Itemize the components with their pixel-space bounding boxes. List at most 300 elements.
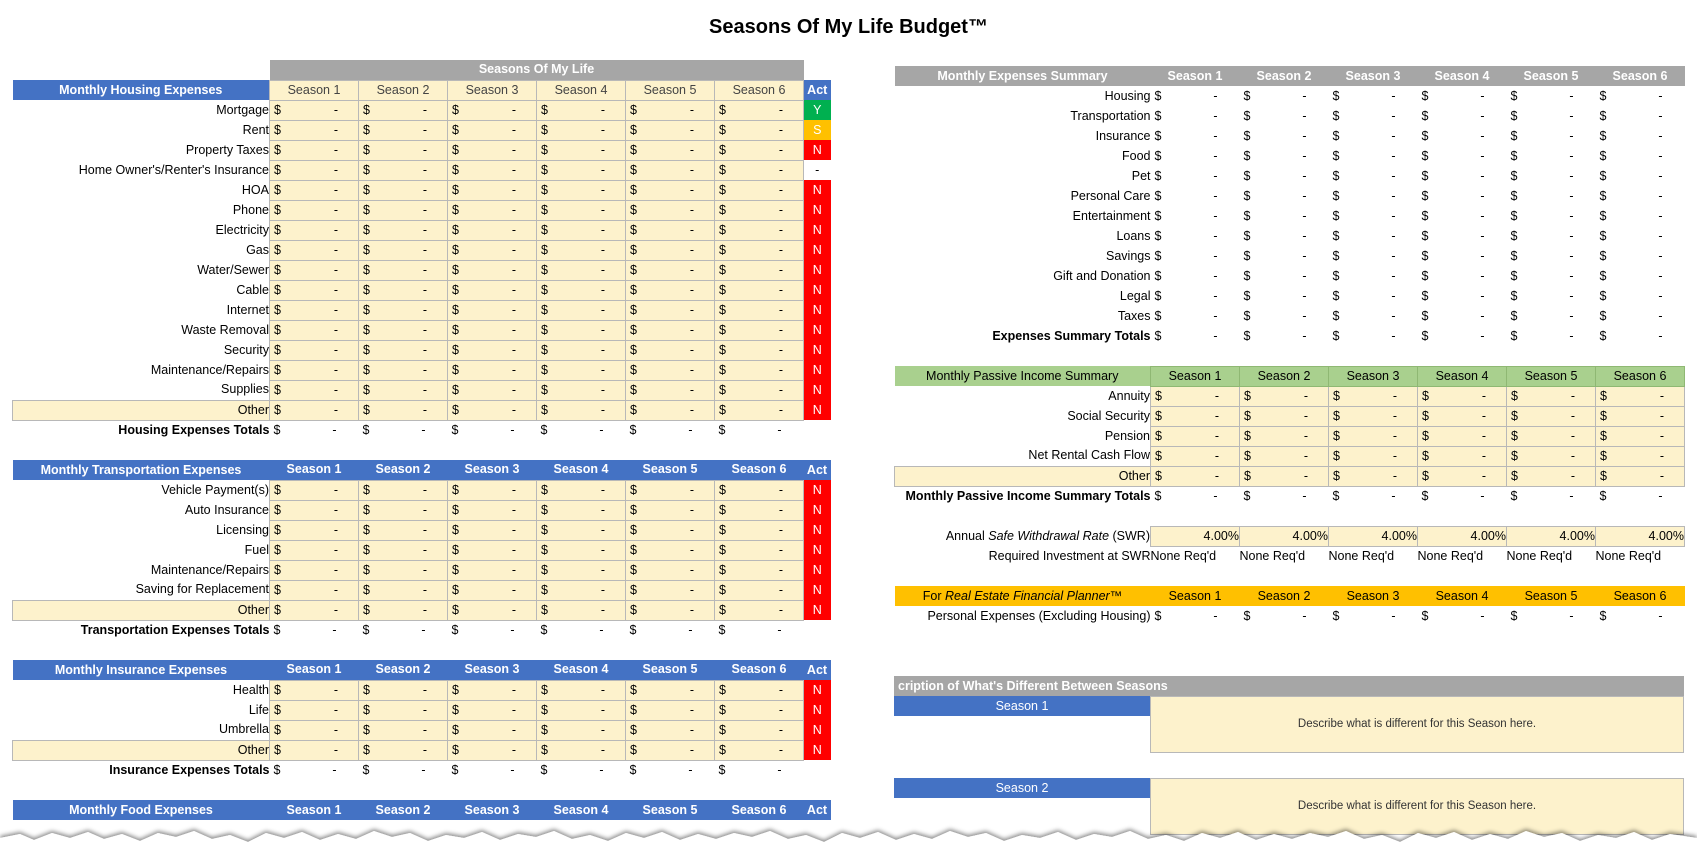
housing-waste-removal-season-3-input[interactable] — [448, 320, 537, 340]
housing-water-sewer-season-4-input[interactable] — [537, 260, 626, 280]
housing-cable-season-4-input[interactable] — [537, 280, 626, 300]
transportation-fuel-season-3-input[interactable] — [448, 540, 537, 560]
currency-symbol: $ — [719, 162, 726, 177]
amount: - — [1213, 208, 1218, 223]
row-label-maintenance-repairs: Maintenance/Repairs — [150, 562, 269, 577]
currency-symbol: $ — [1332, 128, 1340, 143]
transportation-licensing-season-6-input[interactable] — [715, 520, 804, 540]
amount: - — [511, 722, 516, 737]
act-flag[interactable]: N — [804, 260, 831, 280]
insurance-season-header-2: Season 2 — [359, 660, 448, 680]
amount: - — [1303, 448, 1308, 463]
transportation-licensing-season-2-input[interactable] — [359, 520, 448, 540]
housing-phone-season-3-input[interactable] — [448, 200, 537, 220]
housing-other-season-5-input[interactable] — [626, 400, 715, 420]
swr-season-2-input[interactable]: 4.00% — [1240, 526, 1329, 546]
housing-phone-season-6-input[interactable] — [715, 200, 804, 220]
housing-home-owner-s-renter-s-insurance-season-6-input[interactable] — [715, 160, 804, 180]
transportation-maintenance-repairs-season-4-input[interactable] — [537, 560, 626, 580]
currency-symbol: $ — [541, 402, 548, 417]
insurance-other-season-6-input[interactable] — [715, 740, 804, 760]
housing-waste-removal-season-6-input[interactable] — [715, 320, 804, 340]
currency-symbol: $ — [541, 242, 548, 257]
housing-maintenance-repairs-season-1-input[interactable] — [270, 360, 359, 380]
housing-supplies-season-5-input[interactable] — [626, 380, 715, 400]
amount: - — [333, 722, 338, 737]
housing-security-season-3-input[interactable] — [448, 340, 537, 360]
amount: - — [333, 582, 338, 597]
transportation-other-season-3-input[interactable] — [448, 600, 537, 620]
refp-season-header-1: Season 1 — [1151, 586, 1240, 606]
insurance-health-season-1-input[interactable] — [270, 680, 359, 700]
row-label-rent: Rent — [242, 122, 269, 137]
amount: - — [689, 382, 694, 397]
amount: - — [1302, 608, 1307, 623]
passive-annuity-season-5-input[interactable] — [1507, 386, 1596, 406]
row-label-other[interactable]: Other — [13, 600, 270, 620]
refp-season-header-5: Season 5 — [1507, 586, 1596, 606]
act-flag[interactable]: N — [804, 740, 831, 760]
passive-other-season-5-input[interactable] — [1507, 466, 1596, 486]
passive-annuity-season-1-input[interactable] — [1151, 386, 1240, 406]
row-label-fuel: Fuel — [244, 542, 269, 557]
insurance-health-season-5-input[interactable] — [626, 680, 715, 700]
housing-water-sewer-season-1-input[interactable] — [270, 260, 359, 280]
housing-gas-season-4-input[interactable] — [537, 240, 626, 260]
passive-annuity-season-2-input[interactable] — [1240, 386, 1329, 406]
insurance-health-season-6-input[interactable] — [715, 680, 804, 700]
insurance-umbrella-season-2-input[interactable] — [359, 720, 448, 740]
act-flag[interactable]: N — [804, 560, 831, 580]
transportation-fuel-season-2-input[interactable] — [359, 540, 448, 560]
housing-security-season-5-input[interactable] — [626, 340, 715, 360]
housing-maintenance-repairs-season-2-input[interactable] — [359, 360, 448, 380]
currency-symbol: $ — [1243, 268, 1251, 283]
housing-internet-season-6-input[interactable] — [715, 300, 804, 320]
housing-internet-season-5-input[interactable] — [626, 300, 715, 320]
transportation-maintenance-repairs-season-3-input[interactable] — [448, 560, 537, 580]
act-flag[interactable]: N — [804, 520, 831, 540]
housing-cable-season-2-input[interactable] — [359, 280, 448, 300]
row-label-supplies: Supplies — [221, 382, 269, 397]
amount: - — [1213, 328, 1218, 343]
insurance-life-season-4-input[interactable] — [537, 700, 626, 720]
transportation-saving-for-replacement-season-1-input[interactable] — [270, 580, 359, 600]
housing-waste-removal-season-2-input[interactable] — [359, 320, 448, 340]
housing-supplies-season-6-input[interactable] — [715, 380, 804, 400]
transportation-other-season-2-input[interactable] — [359, 600, 448, 620]
housing-gas-season-6-input[interactable] — [715, 240, 804, 260]
currency-symbol: $ — [719, 122, 726, 137]
housing-maintenance-repairs-season-5-input[interactable] — [626, 360, 715, 380]
act-flag[interactable]: N — [804, 140, 831, 160]
housing-home-owner-s-renter-s-insurance-season-1-input[interactable] — [270, 160, 359, 180]
transportation-vehicle-payment-s-season-1-input[interactable] — [270, 480, 359, 500]
amount: - — [600, 262, 605, 277]
transportation-auto-insurance-season-1-input[interactable] — [270, 500, 359, 520]
row-label-hoa: HOA — [241, 182, 269, 197]
housing-home-owner-s-renter-s-insurance-season-5-input[interactable] — [626, 160, 715, 180]
swr-season-5-input[interactable]: 4.00% — [1507, 526, 1596, 546]
passive-net-rental-cash-flow-season-5-input[interactable] — [1507, 446, 1596, 466]
transportation-saving-for-replacement-season-3-input[interactable] — [448, 580, 537, 600]
housing-cable-season-1-input[interactable] — [270, 280, 359, 300]
amount: - — [333, 202, 338, 217]
currency-symbol: $ — [629, 762, 637, 777]
insurance-other-season-1-input[interactable] — [270, 740, 359, 760]
housing-electricity-season-2-input[interactable] — [359, 220, 448, 240]
amount: - — [778, 362, 783, 377]
housing-maintenance-repairs-season-3-input[interactable] — [448, 360, 537, 380]
passive-pension-season-3-input[interactable] — [1329, 426, 1418, 446]
currency-symbol: $ — [1599, 108, 1607, 123]
expenses-summary-header-row — [895, 66, 1685, 86]
passive-annuity-season-3-input[interactable] — [1329, 386, 1418, 406]
housing-phone-season-4-input[interactable] — [537, 200, 626, 220]
act-flag[interactable]: N — [804, 340, 831, 360]
insurance-other-season-5-input[interactable] — [626, 740, 715, 760]
housing-hoa-season-1-input[interactable] — [270, 180, 359, 200]
passive-annuity-season-4-input[interactable] — [1418, 386, 1507, 406]
housing-rent-season-4-input[interactable] — [537, 120, 626, 140]
transportation-maintenance-repairs-season-5-input[interactable] — [626, 560, 715, 580]
description-season-2-input[interactable]: Describe what is different for this Season here. — [1150, 778, 1684, 835]
insurance-other-season-3-input[interactable] — [448, 740, 537, 760]
currency-symbol: $ — [630, 702, 637, 717]
passive-net-rental-cash-flow-season-4-input[interactable] — [1418, 446, 1507, 466]
act-flag[interactable]: N — [804, 720, 831, 740]
insurance-health-season-3-input[interactable] — [448, 680, 537, 700]
housing-hoa-season-3-input[interactable] — [448, 180, 537, 200]
passive-net-rental-cash-flow-season-3-input[interactable] — [1329, 446, 1418, 466]
refp-row-label: Personal Expenses (Excluding Housing) — [927, 608, 1151, 623]
housing-internet-season-1-input[interactable] — [270, 300, 359, 320]
passive-social-security-season-2-input[interactable] — [1240, 406, 1329, 426]
transportation-auto-insurance-season-3-input[interactable] — [448, 500, 537, 520]
insurance-life-season-2-input[interactable] — [359, 700, 448, 720]
amount: - — [333, 522, 338, 537]
housing-supplies-season-4-input[interactable] — [537, 380, 626, 400]
transportation-other-season-6-input[interactable] — [715, 600, 804, 620]
transportation-maintenance-repairs-season-2-input[interactable] — [359, 560, 448, 580]
transportation-other-season-1-input[interactable] — [270, 600, 359, 620]
transportation-auto-insurance-season-6-input[interactable] — [715, 500, 804, 520]
insurance-umbrella-season-4-input[interactable] — [537, 720, 626, 740]
housing-other-season-2-input[interactable] — [359, 400, 448, 420]
housing-property-taxes-season-1-input[interactable] — [270, 140, 359, 160]
housing-supplies-season-2-input[interactable] — [359, 380, 448, 400]
housing-electricity-season-6-input[interactable] — [715, 220, 804, 240]
housing-home-owner-s-renter-s-insurance-season-4-input[interactable] — [537, 160, 626, 180]
act-flag[interactable]: N — [804, 180, 831, 200]
currency-symbol: $ — [1244, 408, 1251, 423]
required-investment-row — [895, 546, 1685, 566]
passive-net-rental-cash-flow-season-1-input[interactable] — [1151, 446, 1240, 466]
passive-pension-season-5-input[interactable] — [1507, 426, 1596, 446]
act-flag[interactable]: N — [804, 480, 831, 500]
currency-symbol: $ — [1421, 228, 1429, 243]
passive-pension-season-6-input[interactable] — [1596, 426, 1685, 446]
housing-electricity-season-4-input[interactable] — [537, 220, 626, 240]
act-flag[interactable]: - — [804, 160, 831, 180]
insurance-life-season-3-input[interactable] — [448, 700, 537, 720]
housing-rent-season-6-input[interactable] — [715, 120, 804, 140]
housing-home-owner-s-renter-s-insurance-season-3-input[interactable] — [448, 160, 537, 180]
act-flag[interactable]: N — [804, 280, 831, 300]
amount: - — [689, 322, 694, 337]
housing-rent-season-1-input[interactable] — [270, 120, 359, 140]
act-flag[interactable]: N — [804, 540, 831, 560]
housing-gas-season-1-input[interactable] — [270, 240, 359, 260]
housing-rent-season-5-input[interactable] — [626, 120, 715, 140]
summary-gift-and-donation-season-4 — [1418, 266, 1507, 286]
insurance-umbrella-season-6-input[interactable] — [715, 720, 804, 740]
act-flag[interactable]: N — [804, 580, 831, 600]
act-flag[interactable]: N — [804, 320, 831, 340]
housing-waste-removal-season-4-input[interactable] — [537, 320, 626, 340]
insurance-health-season-2-input[interactable] — [359, 680, 448, 700]
passive-pension-season-2-input[interactable] — [1240, 426, 1329, 446]
passive-social-security-season-1-input[interactable] — [1151, 406, 1240, 426]
transportation-maintenance-repairs-season-1-input[interactable] — [270, 560, 359, 580]
housing-waste-removal-season-5-input[interactable] — [626, 320, 715, 340]
act-flag[interactable]: N — [804, 400, 831, 420]
description-season-1-input[interactable]: Describe what is different for this Season here. — [1150, 696, 1684, 753]
act-flag[interactable]: N — [804, 240, 831, 260]
act-flag[interactable]: N — [804, 600, 831, 620]
transportation-season-header-3: Season 3 — [448, 460, 537, 480]
transportation-header-row — [13, 460, 831, 480]
act-flag[interactable]: N — [804, 500, 831, 520]
housing-property-taxes-season-6-input[interactable] — [715, 140, 804, 160]
passive-pension-season-1-input[interactable] — [1151, 426, 1240, 446]
insurance-health-season-4-input[interactable] — [537, 680, 626, 700]
amount: - — [1303, 468, 1308, 483]
transportation-fuel-season-1-input[interactable] — [270, 540, 359, 560]
act-flag[interactable]: N — [804, 220, 831, 240]
housing-other-season-4-input[interactable] — [537, 400, 626, 420]
housing-water-sewer-season-5-input[interactable] — [626, 260, 715, 280]
transportation-vehicle-payment-s-season-6-input[interactable] — [715, 480, 804, 500]
act-flag[interactable]: Y — [804, 100, 831, 120]
currency-symbol: $ — [1600, 468, 1607, 483]
currency-symbol: $ — [1421, 188, 1429, 203]
currency-symbol: $ — [1333, 388, 1340, 403]
housing-mortgage-season-5-input[interactable] — [626, 100, 715, 120]
table-row — [895, 106, 1685, 126]
passive-other-season-1-input[interactable] — [1151, 466, 1240, 486]
transportation-fuel-season-4-input[interactable] — [537, 540, 626, 560]
housing-phone-season-5-input[interactable] — [626, 200, 715, 220]
currency-symbol: $ — [1599, 148, 1607, 163]
housing-mortgage-season-6-input[interactable] — [715, 100, 804, 120]
transportation-auto-insurance-season-5-input[interactable] — [626, 500, 715, 520]
housing-mortgage-season-2-input[interactable] — [359, 100, 448, 120]
housing-other-season-6-input[interactable] — [715, 400, 804, 420]
transportation-licensing-season-3-input[interactable] — [448, 520, 537, 540]
housing-rent-season-3-input[interactable] — [448, 120, 537, 140]
housing-mortgage-season-3-input[interactable] — [448, 100, 537, 120]
transportation-auto-insurance-season-2-input[interactable] — [359, 500, 448, 520]
amount: - — [778, 702, 783, 717]
transportation-saving-for-replacement-season-4-input[interactable] — [537, 580, 626, 600]
housing-hoa-season-2-input[interactable] — [359, 180, 448, 200]
row-label-other[interactable]: Other — [13, 400, 270, 420]
housing-mortgage-season-4-input[interactable] — [537, 100, 626, 120]
act-flag[interactable]: N — [804, 700, 831, 720]
insurance-other-season-4-input[interactable] — [537, 740, 626, 760]
summary-loans-season-1 — [1151, 226, 1240, 246]
insurance-season-header-4: Season 4 — [537, 660, 626, 680]
housing-hoa-season-4-input[interactable] — [537, 180, 626, 200]
passive-pension-season-4-input[interactable] — [1418, 426, 1507, 446]
insurance-umbrella-season-1-input[interactable] — [270, 720, 359, 740]
transportation-saving-for-replacement-season-2-input[interactable] — [359, 580, 448, 600]
transportation-licensing-season-5-input[interactable] — [626, 520, 715, 540]
passive-other-season-6-input[interactable] — [1596, 466, 1685, 486]
housing-cable-season-5-input[interactable] — [626, 280, 715, 300]
transportation-licensing-season-4-input[interactable] — [537, 520, 626, 540]
act-flag[interactable]: N — [804, 680, 831, 700]
currency-symbol: $ — [1600, 428, 1607, 443]
transportation-vehicle-payment-s-season-2-input[interactable] — [359, 480, 448, 500]
housing-maintenance-repairs-season-4-input[interactable] — [537, 360, 626, 380]
housing-water-sewer-season-6-input[interactable] — [715, 260, 804, 280]
transportation-saving-for-replacement-season-6-input[interactable] — [715, 580, 804, 600]
act-flag[interactable]: S — [804, 120, 831, 140]
act-flag[interactable]: N — [804, 360, 831, 380]
housing-cable-season-3-input[interactable] — [448, 280, 537, 300]
passive-other-season-2-input[interactable] — [1240, 466, 1329, 486]
housing-cable-season-6-input[interactable] — [715, 280, 804, 300]
swr-season-4-input[interactable]: 4.00% — [1418, 526, 1507, 546]
insurance-life-season-5-input[interactable] — [626, 700, 715, 720]
housing-internet-season-2-input[interactable] — [359, 300, 448, 320]
passive-social-security-season-3-input[interactable] — [1329, 406, 1418, 426]
housing-home-owner-s-renter-s-insurance-season-2-input[interactable] — [359, 160, 448, 180]
passive-annuity-season-6-input[interactable] — [1596, 386, 1685, 406]
housing-property-taxes-season-5-input[interactable] — [626, 140, 715, 160]
passive-label-other[interactable]: Other — [895, 466, 1151, 486]
passive-net-rental-cash-flow-season-2-input[interactable] — [1240, 446, 1329, 466]
housing-security-season-6-input[interactable] — [715, 340, 804, 360]
passive-label-pension: Pension — [1104, 428, 1150, 443]
row-label-other[interactable]: Other — [13, 740, 270, 760]
housing-internet-season-3-input[interactable] — [448, 300, 537, 320]
amount: - — [1213, 288, 1218, 303]
housing-supplies-season-1-input[interactable] — [270, 380, 359, 400]
housing-gas-season-5-input[interactable] — [626, 240, 715, 260]
currency-symbol: $ — [719, 302, 726, 317]
transportation-other-season-4-input[interactable] — [537, 600, 626, 620]
passive-other-season-4-input[interactable] — [1418, 466, 1507, 486]
currency-symbol: $ — [274, 682, 281, 697]
housing-security-season-1-input[interactable] — [270, 340, 359, 360]
act-flag[interactable]: N — [804, 300, 831, 320]
transportation-fuel-season-5-input[interactable] — [626, 540, 715, 560]
table-row — [895, 286, 1685, 306]
transportation-vehicle-payment-s-season-4-input[interactable] — [537, 480, 626, 500]
row-label-maintenance-repairs: Maintenance/Repairs — [150, 362, 269, 377]
amount: - — [1659, 428, 1664, 443]
housing-hoa-season-5-input[interactable] — [626, 180, 715, 200]
housing-waste-removal-season-1-input[interactable] — [270, 320, 359, 340]
passive-social-security-season-6-input[interactable] — [1596, 406, 1685, 426]
transportation-other-season-5-input[interactable] — [626, 600, 715, 620]
housing-property-taxes-season-2-input[interactable] — [359, 140, 448, 160]
housing-security-season-2-input[interactable] — [359, 340, 448, 360]
housing-property-taxes-season-4-input[interactable] — [537, 140, 626, 160]
passive-net-rental-cash-flow-season-6-input[interactable] — [1596, 446, 1685, 466]
swr-season-1-input[interactable]: 4.00% — [1151, 526, 1240, 546]
amount: - — [333, 242, 338, 257]
insurance-life-season-6-input[interactable] — [715, 700, 804, 720]
passive-social-security-season-5-input[interactable] — [1507, 406, 1596, 426]
housing-other-season-1-input[interactable] — [270, 400, 359, 420]
transportation-auto-insurance-season-4-input[interactable] — [537, 500, 626, 520]
insurance-life-season-1-input[interactable] — [270, 700, 359, 720]
transportation-fuel-season-6-input[interactable] — [715, 540, 804, 560]
transportation-vehicle-payment-s-season-5-input[interactable] — [626, 480, 715, 500]
housing-property-taxes-season-3-input[interactable] — [448, 140, 537, 160]
currency-symbol: $ — [719, 202, 726, 217]
housing-water-sewer-season-2-input[interactable] — [359, 260, 448, 280]
housing-other-season-3-input[interactable] — [448, 400, 537, 420]
swr-row — [895, 526, 1685, 546]
transportation-maintenance-repairs-season-6-input[interactable] — [715, 560, 804, 580]
insurance-umbrella-season-5-input[interactable] — [626, 720, 715, 740]
currency-symbol: $ — [452, 482, 459, 497]
housing-rent-season-2-input[interactable] — [359, 120, 448, 140]
insurance-other-season-2-input[interactable] — [359, 740, 448, 760]
housing-phone-season-1-input[interactable] — [270, 200, 359, 220]
summary-total-season-1 — [1151, 326, 1240, 346]
transportation-saving-for-replacement-season-5-input[interactable] — [626, 580, 715, 600]
housing-mortgage-season-1-input[interactable] — [270, 100, 359, 120]
currency-symbol: $ — [1332, 88, 1340, 103]
summary-loans-season-2 — [1240, 226, 1329, 246]
housing-gas-season-2-input[interactable] — [359, 240, 448, 260]
transportation-licensing-season-1-input[interactable] — [270, 520, 359, 540]
housing-internet-season-4-input[interactable] — [537, 300, 626, 320]
housing-maintenance-repairs-season-6-input[interactable] — [715, 360, 804, 380]
act-flag[interactable]: N — [804, 380, 831, 400]
amount: - — [422, 122, 427, 137]
summary-food-season-1 — [1151, 146, 1240, 166]
swr-season-6-input[interactable]: 4.00% — [1596, 526, 1685, 546]
passive-social-security-season-4-input[interactable] — [1418, 406, 1507, 426]
housing-gas-season-3-input[interactable] — [448, 240, 537, 260]
housing-electricity-season-3-input[interactable] — [448, 220, 537, 240]
transportation-vehicle-payment-s-season-3-input[interactable] — [448, 480, 537, 500]
housing-electricity-season-5-input[interactable] — [626, 220, 715, 240]
housing-hoa-season-6-input[interactable] — [715, 180, 804, 200]
housing-security-season-4-input[interactable] — [537, 340, 626, 360]
act-flag[interactable]: N — [804, 200, 831, 220]
amount: - — [422, 102, 427, 117]
swr-season-3-input[interactable]: 4.00% — [1329, 526, 1418, 546]
housing-electricity-season-1-input[interactable] — [270, 220, 359, 240]
amount: - — [1480, 608, 1485, 623]
insurance-umbrella-season-3-input[interactable] — [448, 720, 537, 740]
housing-water-sewer-season-3-input[interactable] — [448, 260, 537, 280]
housing-phone-season-2-input[interactable] — [359, 200, 448, 220]
passive-other-season-3-input[interactable] — [1329, 466, 1418, 486]
housing-supplies-season-3-input[interactable] — [448, 380, 537, 400]
currency-symbol: $ — [630, 242, 637, 257]
amount: - — [333, 122, 338, 137]
summary-label-personal-care: Personal Care — [1070, 188, 1151, 203]
